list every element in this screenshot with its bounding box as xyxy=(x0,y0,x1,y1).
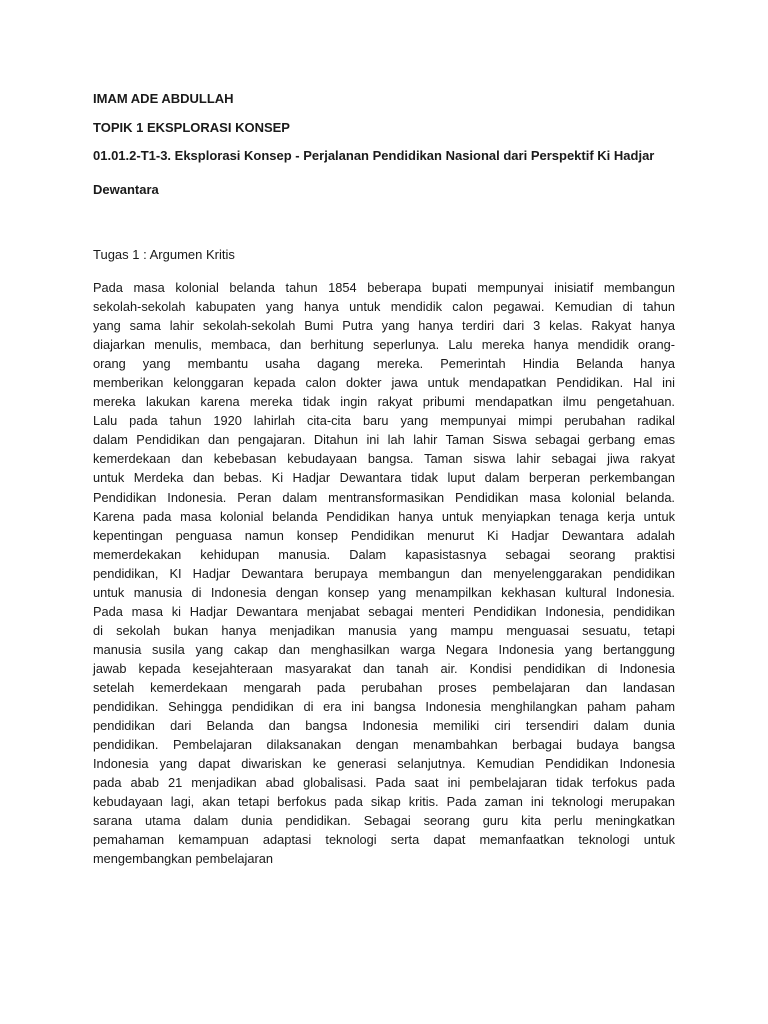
body-line: diajarkan menulis, membaca, dan berhitung seperlunya. Lalu mereka hanya mendidik orang- xyxy=(93,337,675,353)
body-line: pendidikan, KI Hadjar Dewantara berupaya membangun dan menyelenggarakan pendidikan xyxy=(93,565,675,581)
body-line: kebudayaan lagi, akan tetapi berfokus pada sikap kritis. Pada zaman ini teknologi merupakan xyxy=(93,794,675,810)
body-line: kemerdekaan dan kebebasan kebudayaan bangsa. Taman siswa lahir sebagai jiwa rakyat xyxy=(93,451,675,467)
body-line: jawab kepada kesejahteraan masyarakat dan tanah air. Kondisi pendidikan di Indonesia xyxy=(93,660,675,676)
body-line: mengembangkan pembelajaran xyxy=(93,851,273,867)
body-line: manusia susila yang cakap dan menghasilkan warga Negara Indonesia yang bertanggung xyxy=(93,641,675,657)
topic-heading: TOPIK 1 EKSPLORASI KONSEP xyxy=(93,120,290,135)
body-line: untuk Merdeka dan bebas. Ki Hadjar Dewantara tidak luput dalam berperan perkembangan xyxy=(93,470,675,486)
body-line: orang yang membantu usaha dagang mereka. Pemerintah Hindia Belanda hanya xyxy=(93,356,675,372)
document-title-line-2: Dewantara xyxy=(93,182,159,197)
body-line: sarana utama dalam dunia pendidikan. Sebagai seorang guru kita perlu meningkatkan xyxy=(93,813,675,829)
body-line: Pada masa ki Hadjar Dewantara menjabat sebagai menteri Pendidikan Indonesia, pendidikan xyxy=(93,603,675,619)
body-line: Indonesia yang dapat diwariskan ke generasi selanjutnya. Kemudian Pendidikan Indonesia xyxy=(93,756,675,772)
body-paragraph xyxy=(93,278,675,868)
body-line: di sekolah bukan hanya menjadikan manusia yang mampu menguasai sesuatu, tetapi xyxy=(93,622,675,638)
body-line: memerdekakan kehidupan manusia. Dalam kapasistasnya sebagai seorang praktisi xyxy=(93,546,675,562)
document-page xyxy=(93,84,675,868)
body-line: pendidikan. Sehingga pendidikan di era ini bangsa Indonesia menghilangkan paham paham xyxy=(93,699,675,715)
body-line: pendidikan. Pembelajaran dilaksanakan dengan menambahkan berbagai budaya bangsa xyxy=(93,737,675,753)
body-line: Pada masa kolonial belanda tahun 1854 beberapa bupati mempunyai inisiatif membangun xyxy=(93,280,675,295)
body-line: kepentingan penguasa namun konsep Pendidikan menurut Ki Hadjar Dewantara adalah xyxy=(93,527,675,543)
body-line: memberikan kelonggaran kepada calon dokter jawa untuk mendapatkan Pendidikan. Hal ini xyxy=(93,375,675,391)
body-line: yang sama lahir sekolah-sekolah Bumi Putra yang hanya terdiri dari 3 kelas. Rakyat hanya xyxy=(93,318,675,334)
body-line: pada abab 21 menjadikan abad globalisasi. Pada saat ini pembelajaran tidak terfokus pada xyxy=(93,775,675,791)
body-line: sekolah-sekolah kabupaten yang hanya untuk mendidik calon pegawai. Kemudian di tahun xyxy=(93,299,675,315)
body-line: untuk manusia di Indonesia dengan konsep yang menampilkan kekhasan kultural Indonesia. xyxy=(93,584,675,600)
body-line: Lalu pada tahun 1920 lahirlah cita-cita baru yang mempunyai mimpi perubahan radikal xyxy=(93,413,675,429)
body-line: mereka lakukan karena mereka tidak ingin rakyat pribumi mendapatkan ilmu pengetahuan. xyxy=(93,394,675,410)
author-name: IMAM ADE ABDULLAH xyxy=(93,91,234,106)
body-line: Karena pada masa kolonial belanda Pendidikan hanya untuk menyiapkan tenaga kerja untuk xyxy=(93,508,675,524)
body-line: Pendidikan Indonesia. Peran dalam mentransformasikan Pendidikan masa kolonial belanda. xyxy=(93,489,675,505)
body-line: pemahaman kemampuan adaptasi teknologi serta dapat memanfaatkan teknologi untuk xyxy=(93,832,675,848)
body-line: pendidikan dari Belanda dan bangsa Indonesia memiliki ciri tersendiri dalam dunia xyxy=(93,718,675,734)
body-line: dalam Pendidikan dan pengajaran. Ditahun ini lah lahir Taman Siswa sebagai gerbang emas xyxy=(93,432,675,448)
document-title-line-1: 01.01.2-T1-3. Eksplorasi Konsep - Perjalanan Pendidikan Nasional dari Perspektif Ki Hadjar xyxy=(93,148,655,163)
task-label: Tugas 1 : Argumen Kritis xyxy=(93,247,235,262)
body-line: setelah kemerdekaan mengarah pada perubahan proses pembelajaran dan landasan xyxy=(93,679,675,695)
